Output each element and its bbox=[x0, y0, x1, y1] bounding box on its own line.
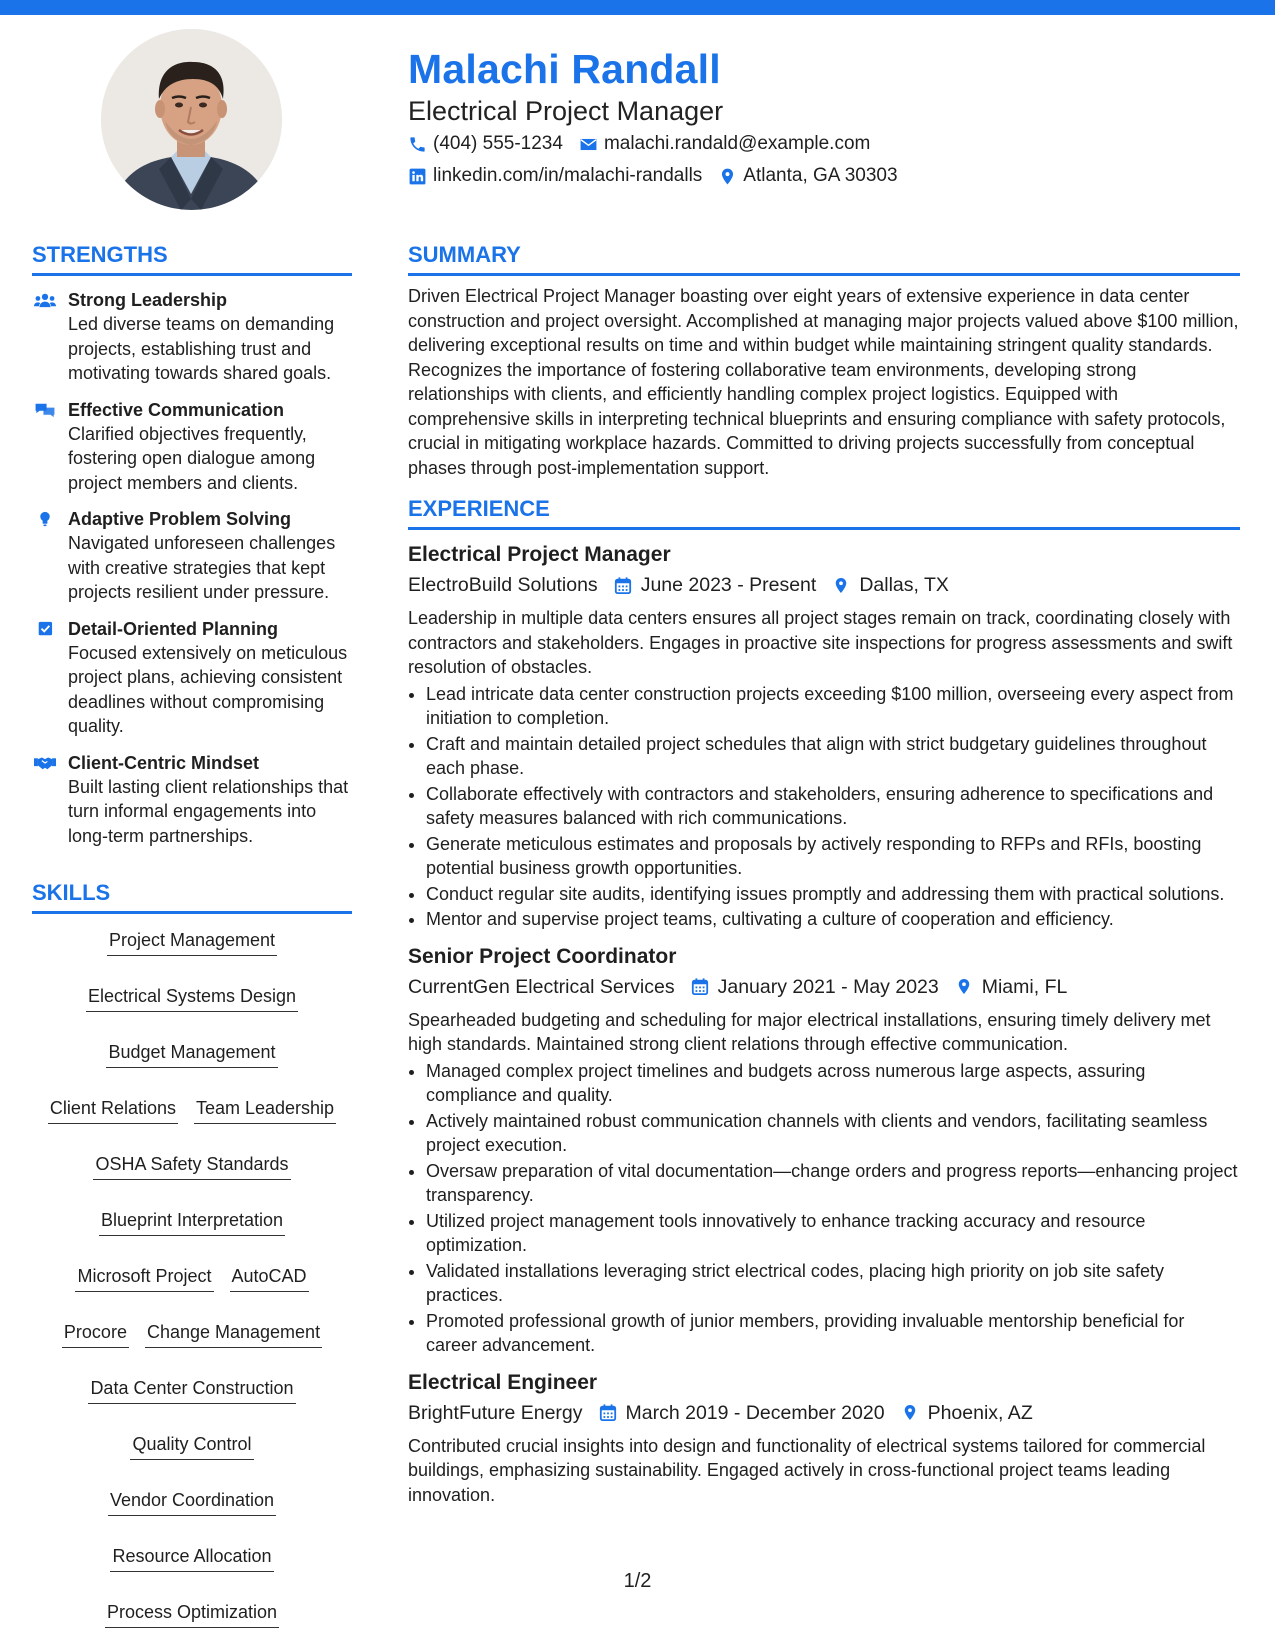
calendar-icon bbox=[614, 576, 632, 595]
candidate-title: Electrical Project Manager bbox=[408, 96, 724, 126]
contact-email[interactable] bbox=[579, 128, 870, 160]
strength-title: Adaptive Problem Solving bbox=[68, 509, 292, 529]
calendar-icon bbox=[691, 977, 709, 996]
job-title: Senior Project Coordinator bbox=[408, 944, 677, 968]
strength-desc: Focused extensively on meticulous project plans, achieving consistent deadlines without compromising quality. bbox=[68, 642, 348, 736]
strength-desc: Navigated unforeseen challenges with creative strategies that kept projects resilient under pressure. bbox=[68, 533, 336, 602]
job-description: Contributed crucial insights into design and functionality of electrical systems tailored for commercial buildings, emphasizing sustainability. Engaged actively in cross-functional project teams leading innovation. bbox=[408, 1435, 1206, 1505]
comments-icon bbox=[34, 401, 56, 419]
resume-header bbox=[408, 40, 1228, 192]
linkedin-text: linkedin.com/in/malachi-randalls bbox=[433, 165, 703, 186]
strength-item bbox=[32, 507, 352, 605]
skill-tag: Team Leadership bbox=[194, 1096, 336, 1124]
job-entry bbox=[408, 1368, 1240, 1508]
envelope-icon bbox=[579, 135, 598, 154]
job-title: Electrical Project Manager bbox=[408, 543, 671, 566]
job-location: Phoenix, AZ bbox=[927, 1401, 1033, 1424]
map-pin-icon bbox=[901, 1403, 919, 1422]
summary-heading: SUMMARY bbox=[408, 240, 1240, 276]
bullet-item: • Collaborate effectively with contractors and stakeholders, ensuring adherence to specifications and safety measures balanced with rich communications. bbox=[426, 782, 1240, 831]
skill-tag: Client Relations bbox=[48, 1096, 178, 1124]
skill-tag: Vendor Coordination bbox=[108, 1488, 276, 1516]
skill-tag: Microsoft Project bbox=[75, 1264, 213, 1292]
job-meta bbox=[408, 1398, 1240, 1428]
job-meta bbox=[408, 570, 1240, 600]
top-accent-bar bbox=[0, 0, 1275, 15]
checkbox-icon bbox=[34, 620, 56, 638]
strength-desc: Led diverse teams on demanding projects, establishing trust and motivating towards shared goals. bbox=[68, 314, 335, 383]
strength-item bbox=[32, 617, 352, 739]
contact-row-1 bbox=[408, 128, 1228, 160]
company-name: BrightFuture Energy bbox=[408, 1401, 583, 1424]
job-title: Electrical Engineer bbox=[408, 1370, 598, 1394]
strength-item bbox=[32, 751, 352, 849]
right-column bbox=[408, 240, 1240, 1507]
bullet-item: • Validated installations leveraging strict electrical codes, placing high priority on job site safety practices. bbox=[426, 1259, 1240, 1308]
job-bullets bbox=[408, 1059, 1240, 1358]
handshake-icon bbox=[34, 754, 56, 772]
strength-item bbox=[32, 288, 352, 386]
strength-title: Client-Centric Mindset bbox=[68, 752, 260, 773]
users-icon bbox=[34, 291, 56, 309]
skill-tag: OSHA Safety Standards bbox=[93, 1152, 290, 1180]
skill-tag: Procore bbox=[62, 1320, 129, 1348]
skill-tag: Process Optimization bbox=[105, 1600, 279, 1628]
skill-tag: Quality Control bbox=[130, 1432, 253, 1460]
strength-title: Detail-Oriented Planning bbox=[68, 618, 279, 639]
email-text: malachi.randald@example.com bbox=[603, 133, 871, 154]
bullet-item: • Promoted professional growth of junior members, providing invaluable mentorship beneficial for career advancement. bbox=[426, 1309, 1240, 1358]
strengths-heading: STRENGTHS bbox=[32, 240, 352, 276]
company-name: ElectroBuild Solutions bbox=[408, 574, 598, 596]
job-meta bbox=[408, 972, 1240, 1002]
contact-row-2 bbox=[408, 160, 1228, 192]
job-description: Leadership in multiple data centers ensures all project stages remain on track, coordinating closely with contractors and stakeholders. Engages in proactive site inspections for progress assessments and swift resolution of obstacles. bbox=[408, 608, 1233, 677]
bullet-item: • Actively maintained robust communication channels with clients and vendors, facilitating seamless project execution. bbox=[426, 1109, 1240, 1158]
skill-tag: Budget Management bbox=[106, 1040, 277, 1068]
left-column bbox=[32, 240, 352, 1628]
page-number: 1/2 bbox=[623, 1570, 652, 1592]
bullet-item: • Utilized project management tools innovatively to enhance tracking accuracy and resource optimization. bbox=[426, 1209, 1240, 1258]
skills-list bbox=[32, 928, 352, 1628]
location-text: Atlanta, GA 30303 bbox=[743, 165, 898, 186]
contact-phone[interactable] bbox=[408, 128, 563, 160]
strength-desc: Clarified objectives frequently, fostering open dialogue among project members and clients. bbox=[68, 423, 316, 493]
job-location: Miami, FL bbox=[981, 975, 1068, 998]
phone-icon bbox=[408, 135, 427, 154]
summary-text: Driven Electrical Project Manager boasting over eight years of extensive experience in data center construction and project oversight. Accomplished at managing major projects valued above $100 million, delivering exceptional results on time and within budget while maintaining stringent quality standards. Recognizes the importance of fostering collaborative team environments, developing strong relationships with clients, and efficiently handling complex project logistics. Equipped with comprehensive skills in interpreting technical blueprints and ensuring compliance with safety protocols, crucial in mitigating workplace hazards. Committed to driving projects successfully from conceptual phases through post-implementation support. bbox=[408, 286, 1239, 478]
candidate-name: Malachi Randall bbox=[408, 46, 721, 92]
skill-tag: Project Management bbox=[107, 928, 277, 956]
skill-tag: Data Center Construction bbox=[88, 1376, 295, 1404]
job-dates: March 2019 - December 2020 bbox=[625, 1401, 885, 1424]
bullet-item: • Mentor and supervise project teams, cultivating a culture of cooperation and efficiency. bbox=[426, 907, 1240, 932]
job-dates: June 2023 - Present bbox=[640, 574, 817, 596]
bullet-item: • Oversaw preparation of vital documentation—change orders and progress reports—enhancing project transparency. bbox=[426, 1159, 1240, 1208]
bullet-item: • Managed complex project timelines and budgets across numerous large aspects, assuring compliance and quality. bbox=[426, 1059, 1240, 1108]
map-pin-icon bbox=[718, 167, 737, 186]
experience-heading: EXPERIENCE bbox=[408, 494, 1240, 530]
bullet-item: • Conduct regular site audits, identifying issues promptly and addressing them with practical solutions. bbox=[426, 882, 1240, 907]
bullet-item: • Lead intricate data center construction projects exceeding $100 million, overseeing every aspect from initiation to completion. bbox=[426, 682, 1240, 731]
skill-tag: Blueprint Interpretation bbox=[99, 1208, 285, 1236]
map-pin-icon bbox=[832, 576, 850, 595]
job-description: Spearheaded budgeting and scheduling for major electrical installations, ensuring timely delivery met high standards. Maintained strong client relations through effective communication. bbox=[408, 1009, 1211, 1054]
strength-title: Effective Communication bbox=[68, 399, 285, 420]
skill-tag: Electrical Systems Design bbox=[86, 984, 298, 1012]
skill-tag: Resource Allocation bbox=[110, 1544, 273, 1572]
job-entry bbox=[408, 540, 1240, 932]
linkedin-icon bbox=[408, 167, 427, 186]
contact-linkedin[interactable] bbox=[408, 160, 702, 192]
company-name: CurrentGen Electrical Services bbox=[408, 975, 675, 998]
job-bullets bbox=[408, 682, 1240, 932]
bullet-item: • Craft and maintain detailed project schedules that align with strict budgetary guidelines throughout each phase. bbox=[426, 732, 1240, 781]
lightbulb-icon bbox=[34, 510, 56, 528]
job-location: Dallas, TX bbox=[859, 574, 949, 596]
job-entry bbox=[408, 942, 1240, 1358]
strength-desc: Built lasting client relationships that turn informal engagements into long-term partnerships. bbox=[68, 776, 349, 846]
skills-heading: SKILLS bbox=[32, 878, 352, 914]
bullet-item: • Generate meticulous estimates and proposals by actively responding to RFPs and RFIs, boosting potential business growth opportunities. bbox=[426, 832, 1240, 881]
strength-item bbox=[32, 398, 352, 496]
job-dates: January 2021 - May 2023 bbox=[717, 975, 939, 998]
skill-tag: Change Management bbox=[145, 1320, 322, 1348]
phone-text: (404) 555-1234 bbox=[433, 133, 563, 154]
skill-tag: AutoCAD bbox=[230, 1264, 309, 1292]
calendar-icon bbox=[599, 1403, 617, 1422]
strength-title: Strong Leadership bbox=[68, 290, 228, 310]
contact-location bbox=[718, 160, 897, 192]
map-pin-icon bbox=[955, 977, 973, 996]
profile-photo bbox=[101, 29, 282, 210]
